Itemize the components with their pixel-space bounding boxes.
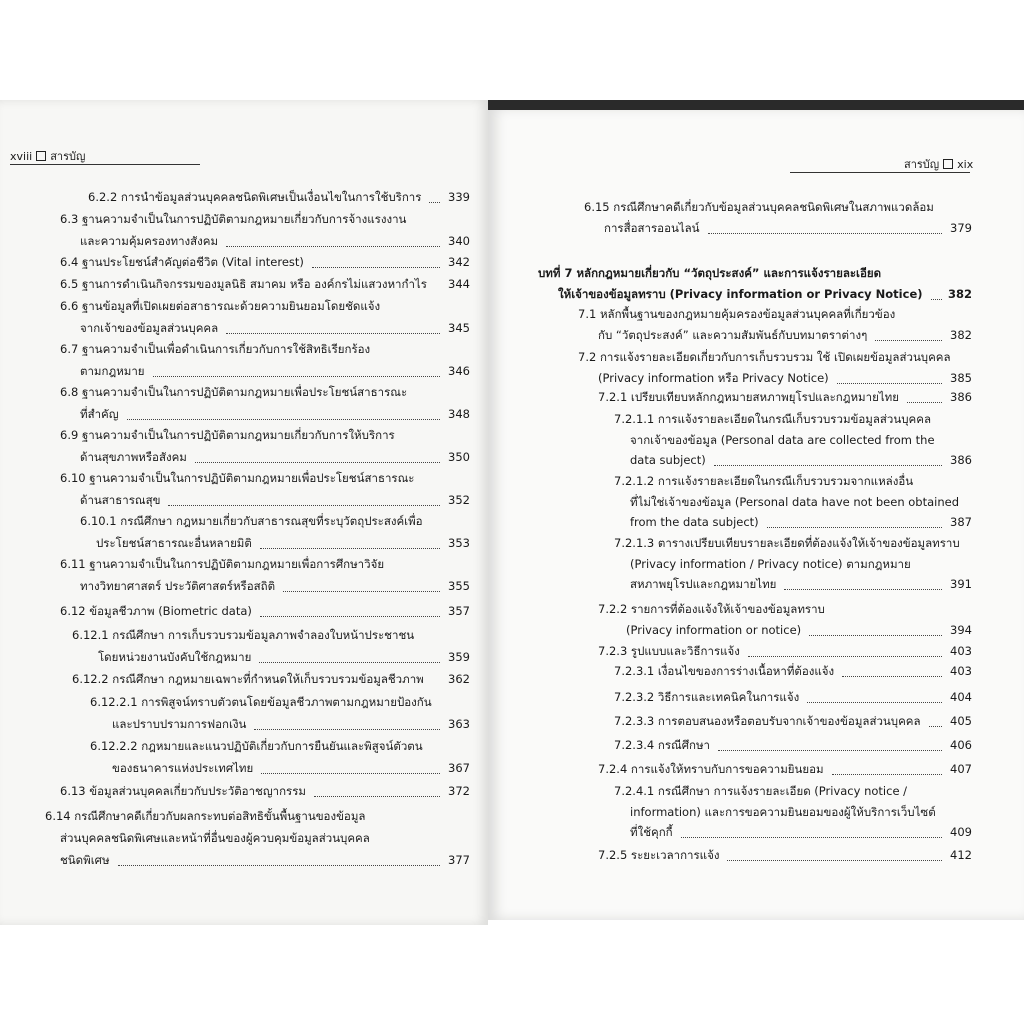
left-page-header-title: สารบัญ xyxy=(50,150,86,163)
toc-entry-line: 6.5 ฐานการดำเนินกิจกรรมของมูลนิธิ สมาคม หรือ องค์กรไม่แสวงหากำไร xyxy=(60,277,427,291)
dot-leader xyxy=(312,267,440,268)
toc-page-number: 379 xyxy=(950,220,972,235)
toc-entry-line: 6.10 ฐานความจำเป็นในการปฏิบัติตามกฎหมายเพื่อประโยชน์สาธารณะ xyxy=(60,471,415,485)
toc-page-number: 391 xyxy=(950,577,972,591)
toc-entry-line: 6.4 ฐานประโยชน์สำคัญต่อชีวิต (Vital interest) xyxy=(60,255,304,269)
dot-leader xyxy=(727,860,942,861)
dot-leader xyxy=(784,589,942,590)
toc-entry-line: (Privacy information / Privacy notice) ตามกฎหมาย xyxy=(630,556,911,571)
toc-entry-line: 6.3 ฐานความจำเป็นในการปฏิบัติตามกฎหมายเกี่ยวกับการจ้างแรงงาน xyxy=(60,212,407,226)
toc-entry-line: 6.12 ข้อมูลชีวภาพ (Biometric data) xyxy=(60,604,252,618)
dot-leader xyxy=(195,462,440,463)
dot-leader xyxy=(261,773,440,774)
toc-entry-line: from the data subject) xyxy=(630,515,759,529)
toc-page-number: 387 xyxy=(950,515,972,529)
toc-page-number: 405 xyxy=(950,714,972,728)
toc-entry-line: ที่ไม่ใช่เจ้าของข้อมูล (Personal data have not been obtained xyxy=(630,494,960,509)
toc-page-number: 362 xyxy=(448,672,470,686)
toc-page-number: 355 xyxy=(448,579,470,593)
toc-entry-line: 7.2.1.3 ตารางเปรียบเทียบรายละเอียดที่ต้องแจ้งให้เจ้าของข้อมูลทราบ xyxy=(614,536,960,550)
toc-entry-line: 6.6 ฐานข้อมูลที่เปิดเผยต่อสาธารณะด้วยความยินยอมโดยชัดแจ้ง xyxy=(60,299,381,313)
toc-page-number: 363 xyxy=(448,717,470,731)
toc-entry-line: และปราบปรามการฟอกเงิน xyxy=(112,717,247,731)
toc-entry-line: กับ “วัตถุประสงค์” และความสัมพันธ์กับบทมาตราต่างๆ xyxy=(598,327,868,342)
toc-entry-line: 7.2.3 รูปแบบและวิธีการแจ้ง xyxy=(598,644,740,658)
dot-leader xyxy=(226,333,440,334)
dot-leader xyxy=(748,656,942,657)
dot-leader xyxy=(259,662,440,663)
toc-entry-line: 6.10.1 กรณีศึกษา กฎหมายเกี่ยวกับสาธารณสุขที่ระบุวัตถุประสงค์เพื่อ xyxy=(80,514,423,528)
toc-entry-line: 6.8 ฐานความจำเป็นในการปฏิบัติตามกฎหมายเพื่อประโยชน์สาธารณะ xyxy=(60,385,408,399)
right-page-header xyxy=(904,155,973,173)
toc-entry-line: 7.2.1.2 การแจ้งรายละเอียดในกรณีเก็บรวบรวมจากแหล่งอื่น xyxy=(614,474,914,488)
toc-entry-line: ทางวิทยาศาสตร์ ประวัติศาสตร์หรือสถิติ xyxy=(80,579,276,593)
toc-page-number: 372 xyxy=(448,784,470,798)
toc-entry-line: โดยหน่วยงานบังคับใช้กฎหมาย xyxy=(98,650,252,664)
toc-page-number: 344 xyxy=(448,277,470,291)
toc-entry-line: จากเจ้าของข้อมูลส่วนบุคคล xyxy=(80,321,219,335)
toc-entry-line: 6.2.2 การนำข้อมูลส่วนบุคคลชนิดพิเศษเป็นเงื่อนไขในการใช้บริการ xyxy=(88,190,422,204)
toc-page-number: 359 xyxy=(448,650,470,664)
left-page-number-label: xviii xyxy=(10,149,33,163)
toc-page-number: 409 xyxy=(950,825,972,839)
toc-entry-line: สหภาพยุโรปและกฎหมายไทย xyxy=(630,577,777,591)
toc-entry-line: 6.7 ฐานความจำเป็นเพื่อดำเนินการเกี่ยวกับการใช้สิทธิเรียกร้อง xyxy=(60,342,371,356)
toc-page-number: 346 xyxy=(448,364,470,378)
toc-entry-line: information) และการขอความยินยอมของผู้ให้บริการเว็บไซต์ xyxy=(630,804,936,819)
toc-entry-line: 6.12.2.2 กฎหมายและแนวปฏิบัติเกี่ยวกับการยืนยันและพิสูจน์ตัวตน xyxy=(90,739,423,753)
toc-page-number: 345 xyxy=(448,321,470,335)
toc-page-number: 386 xyxy=(950,453,972,467)
toc-entry-line: ประโยชน์สาธารณะอื่นหลายมิติ xyxy=(96,536,252,550)
dot-leader xyxy=(718,750,942,751)
toc-entry-line: ชนิดพิเศษ xyxy=(60,853,110,867)
toc-page-number: 403 xyxy=(950,664,972,678)
dot-leader xyxy=(681,837,942,838)
toc-entry-line: 7.2.2 รายการที่ต้องแจ้งให้เจ้าของข้อมูลทราบ xyxy=(598,602,825,616)
toc-entry-line: ตามกฎหมาย xyxy=(80,364,145,378)
dot-leader xyxy=(283,591,440,592)
toc-page-number: 348 xyxy=(448,407,470,421)
left-header-rule xyxy=(10,164,200,165)
toc-page-number: 377 xyxy=(448,853,470,867)
toc-entry-line: 6.12.2.1 การพิสูจน์ทราบตัวตนโดยข้อมูลชีวภาพตามกฎหมายป้องกัน xyxy=(90,695,432,709)
square-icon xyxy=(36,151,46,161)
toc-entry-line: (Privacy information or notice) xyxy=(626,622,802,637)
toc-page-number: 382 xyxy=(947,286,972,301)
toc-page-number: 340 xyxy=(448,234,470,248)
toc-page-number: 386 xyxy=(950,390,972,404)
toc-entry-line: ด้านสุขภาพหรือสังคม xyxy=(80,450,187,464)
right-page-header-title: สารบัญ xyxy=(904,158,940,171)
toc-entry-line: data subject) xyxy=(630,453,706,467)
toc-entry-line: ให้เจ้าของข้อมูลทราบ (Privacy information or Privacy Notice) xyxy=(558,286,923,301)
toc-entry-line: 7.2.3.3 การตอบสนองหรือตอบรับจากเจ้าของข้อมูลส่วนบุคคล xyxy=(614,714,921,728)
dot-leader xyxy=(127,419,440,420)
toc-page-number: 350 xyxy=(448,450,470,464)
toc-entry-line: 6.12.2 กรณีศึกษา กฎหมายเฉพาะที่กำหนดให้เก็บรวบรวมข้อมูลชีวภาพ xyxy=(72,672,424,686)
dot-leader xyxy=(118,865,440,866)
dot-leader xyxy=(153,376,440,377)
dot-leader xyxy=(832,774,942,775)
toc-entry-line: บทที่ 7 หลักกฎหมายเกี่ยวกับ “วัตถุประสงค์” และการแจ้งรายละเอียด xyxy=(538,266,882,280)
left-page-header xyxy=(10,147,85,165)
toc-entry-line: ส่วนบุคคลชนิดพิเศษและหน้าที่อื่นของผู้ควบคุมข้อมูลส่วนบุคคล xyxy=(60,831,370,845)
toc-page-number: 357 xyxy=(448,604,470,618)
toc-page-number: 406 xyxy=(950,738,972,752)
dot-leader xyxy=(226,246,440,247)
toc-entry-line: จากเจ้าของข้อมูล (Personal data are collected from the xyxy=(630,432,935,447)
dot-leader xyxy=(842,676,942,677)
toc-page-number: 385 xyxy=(950,370,972,385)
toc-entry-line: 6.12.1 กรณีศึกษา การเก็บรวบรวมข้อมูลภาพจำลองใบหน้าประชาชน xyxy=(72,628,415,642)
toc-entry-line: 7.2.1 เปรียบเทียบหลักกฎหมายสหภาพยุโรปและกฎหมายไทย xyxy=(598,390,899,404)
toc-page-number: 407 xyxy=(950,762,972,776)
toc-entry-line: ของธนาคารแห่งประเทศไทย xyxy=(112,761,254,775)
square-icon xyxy=(943,159,953,169)
right-page-number-label: xix xyxy=(957,157,974,171)
dot-leader xyxy=(708,233,942,234)
toc-page-number: 404 xyxy=(950,690,972,704)
toc-entry-line: การสื่อสารออนไลน์ xyxy=(604,220,700,235)
toc-entry-line: 7.1 หลักพื้นฐานของกฎหมายคุ้มครองข้อมูลส่วนบุคคลที่เกี่ยวข้อง xyxy=(578,307,896,321)
dot-leader xyxy=(837,383,942,384)
toc-entry-line: 7.2.3.4 กรณีศึกษา xyxy=(614,738,710,752)
toc-page-number: 412 xyxy=(950,848,972,862)
toc-page-number: 352 xyxy=(448,493,470,507)
toc-entry-line: 7.2.5 ระยะเวลาการแจ้ง xyxy=(598,848,720,862)
toc-page-number: 339 xyxy=(448,190,470,204)
right-header-rule xyxy=(790,172,970,173)
toc-entry-line: 7.2.3.1 เงื่อนไขของการร่างเนื้อหาที่ต้องแจ้ง xyxy=(614,664,835,678)
toc-page-number: 342 xyxy=(448,255,470,269)
dot-leader xyxy=(767,527,942,528)
toc-entry-line: และความคุ้มครองทางสังคม xyxy=(80,234,219,248)
dot-leader xyxy=(260,616,440,617)
dot-leader xyxy=(807,702,942,703)
toc-entry-line: 7.2.4 การแจ้งให้ทราบกับการขอความยินยอม xyxy=(598,762,824,776)
dot-leader xyxy=(168,505,440,506)
toc-entry-line: 7.2.4.1 กรณีศึกษา การแจ้งรายละเอียด (Privacy notice / xyxy=(614,784,908,798)
toc-entry-line: 6.13 ข้อมูลส่วนบุคคลเกี่ยวกับประวัติอาชญากรรม xyxy=(60,784,306,798)
dot-leader xyxy=(714,465,942,466)
toc-page-number: 382 xyxy=(950,327,972,342)
toc-page-number: 353 xyxy=(448,536,470,550)
dot-leader xyxy=(809,635,942,636)
toc-entry-line: 7.2.3.2 วิธีการและเทคนิคในการแจ้ง xyxy=(614,690,800,704)
toc-entry-line: 7.2.1.1 การแจ้งรายละเอียดในกรณีเก็บรวบรวมข้อมูลส่วนบุคคล xyxy=(614,412,931,426)
dot-leader xyxy=(314,796,440,797)
toc-page-number: 367 xyxy=(448,761,470,775)
toc-entry-line: (Privacy information หรือ Privacy Notice) xyxy=(598,370,829,385)
toc-entry-line: 6.15 กรณีศึกษาคดีเกี่ยวกับข้อมูลส่วนบุคคลชนิดพิเศษในสภาพแวดล้อม xyxy=(584,200,934,214)
toc-entry-line: 7.2 การแจ้งรายละเอียดเกี่ยวกับการเก็บรวบรวม ใช้ เปิดเผยข้อมูลส่วนบุคคล xyxy=(578,350,951,364)
toc-page-number: 403 xyxy=(950,644,972,658)
toc-entry-line: 6.9 ฐานความจำเป็นในการปฏิบัติตามกฎหมายเกี่ยวกับการให้บริการ xyxy=(60,428,395,442)
dot-leader xyxy=(254,729,440,730)
toc-entry-line: ด้านสาธารณสุข xyxy=(80,493,161,507)
page-top-shadow xyxy=(488,100,1024,110)
toc-page-number: 394 xyxy=(950,622,972,637)
toc-entry-line: 6.14 กรณีศึกษาคดีเกี่ยวกับผลกระทบต่อสิทธิขั้นพื้นฐานของข้อมูล xyxy=(45,809,366,823)
toc-entry-line: ที่ใช้คุกกี้ xyxy=(630,825,673,839)
toc-entry-line: ที่สำคัญ xyxy=(80,407,119,421)
toc-entry-line: 6.11 ฐานความจำเป็นในการปฏิบัติตามกฎหมายเพื่อการศึกษาวิจัย xyxy=(60,557,385,571)
dot-leader xyxy=(260,548,440,549)
